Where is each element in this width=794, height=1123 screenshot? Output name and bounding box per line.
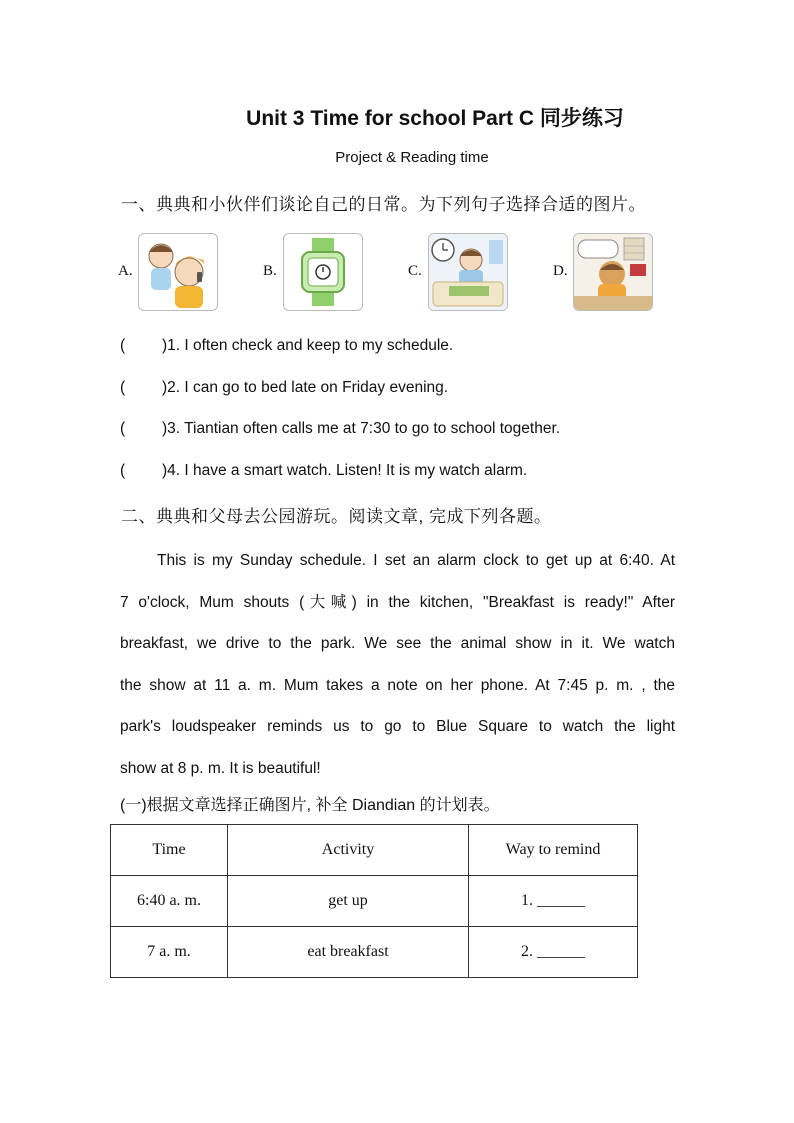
table-header-row — [111, 825, 638, 876]
smart-watch-icon — [283, 233, 363, 311]
boy-in-bed-clock-icon — [428, 233, 508, 311]
answer-blank[interactable]: ( — [120, 337, 126, 354]
table-header-way: Way to remind — [469, 825, 638, 876]
section2-heading: 二、典典和父母去公园游玩。阅读文章, 完成下列各题。 — [121, 507, 552, 526]
table-header-time: Time — [111, 825, 228, 876]
question-2 — [120, 379, 448, 397]
answer-cell[interactable]: 1. ______ — [469, 876, 638, 927]
passage-line: park's loudspeaker reminds us to go to Blue Square to watch the light — [120, 718, 675, 736]
option-letter: C. — [408, 263, 422, 279]
reading-passage — [120, 540, 675, 790]
answer-blank[interactable]: ( — [120, 379, 126, 396]
section1-heading: 一、典典和小伙伴们谈论自己的日常。为下列句子选择合适的图片。 — [121, 195, 646, 214]
page-subtitle: Project & Reading time — [335, 149, 489, 166]
option-letter: D. — [553, 263, 568, 279]
answer-blank[interactable]: ( — [120, 462, 126, 479]
answer-cell[interactable]: 2. ______ — [469, 927, 638, 978]
passage-line: 7 o'clock, Mum shouts (大喊) in the kitchen, "Breakfast is ready!" After — [120, 593, 675, 611]
table-row — [111, 927, 638, 978]
question-4 — [120, 462, 527, 480]
answer-blank[interactable]: ( — [120, 420, 126, 437]
question-text: )3. Tiantian often calls me at 7:30 to go to school together. — [162, 420, 561, 437]
table-cell: get up — [228, 876, 469, 927]
option-letter: B. — [263, 263, 277, 279]
friends-calling-icon — [138, 233, 218, 311]
schedule-table — [110, 824, 638, 978]
table-header-activity: Activity — [228, 825, 469, 876]
passage-line: This is my Sunday schedule. I set an alarm clock to get up at 6:40. At — [157, 552, 675, 569]
passage-line: show at 8 p. m. It is beautiful! — [120, 759, 321, 777]
question-text: )1. I often check and keep to my schedule. — [162, 337, 454, 354]
table-cell: eat breakfast — [228, 927, 469, 978]
question-3 — [120, 420, 560, 438]
page-title: Unit 3 Time for school Part C 同步练习 — [246, 107, 624, 130]
table-row — [111, 876, 638, 927]
passage-line: the show at 11 a. m. Mum takes a note on her phone. At 7:45 p. m. , the — [120, 676, 675, 694]
boy-reading-schedule-icon — [573, 233, 653, 311]
question-text: )2. I can go to bed late on Friday evening. — [162, 379, 449, 396]
question-text: )4. I have a smart watch. Listen! It is my watch alarm. — [162, 462, 528, 479]
picture-options — [118, 233, 678, 313]
passage-line: breakfast, we drive to the park. We see the animal show in it. We watch — [120, 635, 675, 653]
option-letter: A. — [118, 263, 133, 279]
question-1 — [120, 337, 453, 355]
sub-question-heading: (一)根据文章选择正确图片, 补全 Diandian 的计划表。 — [120, 797, 500, 814]
table-cell: 6:40 a. m. — [111, 876, 228, 927]
table-cell: 7 a. m. — [111, 927, 228, 978]
